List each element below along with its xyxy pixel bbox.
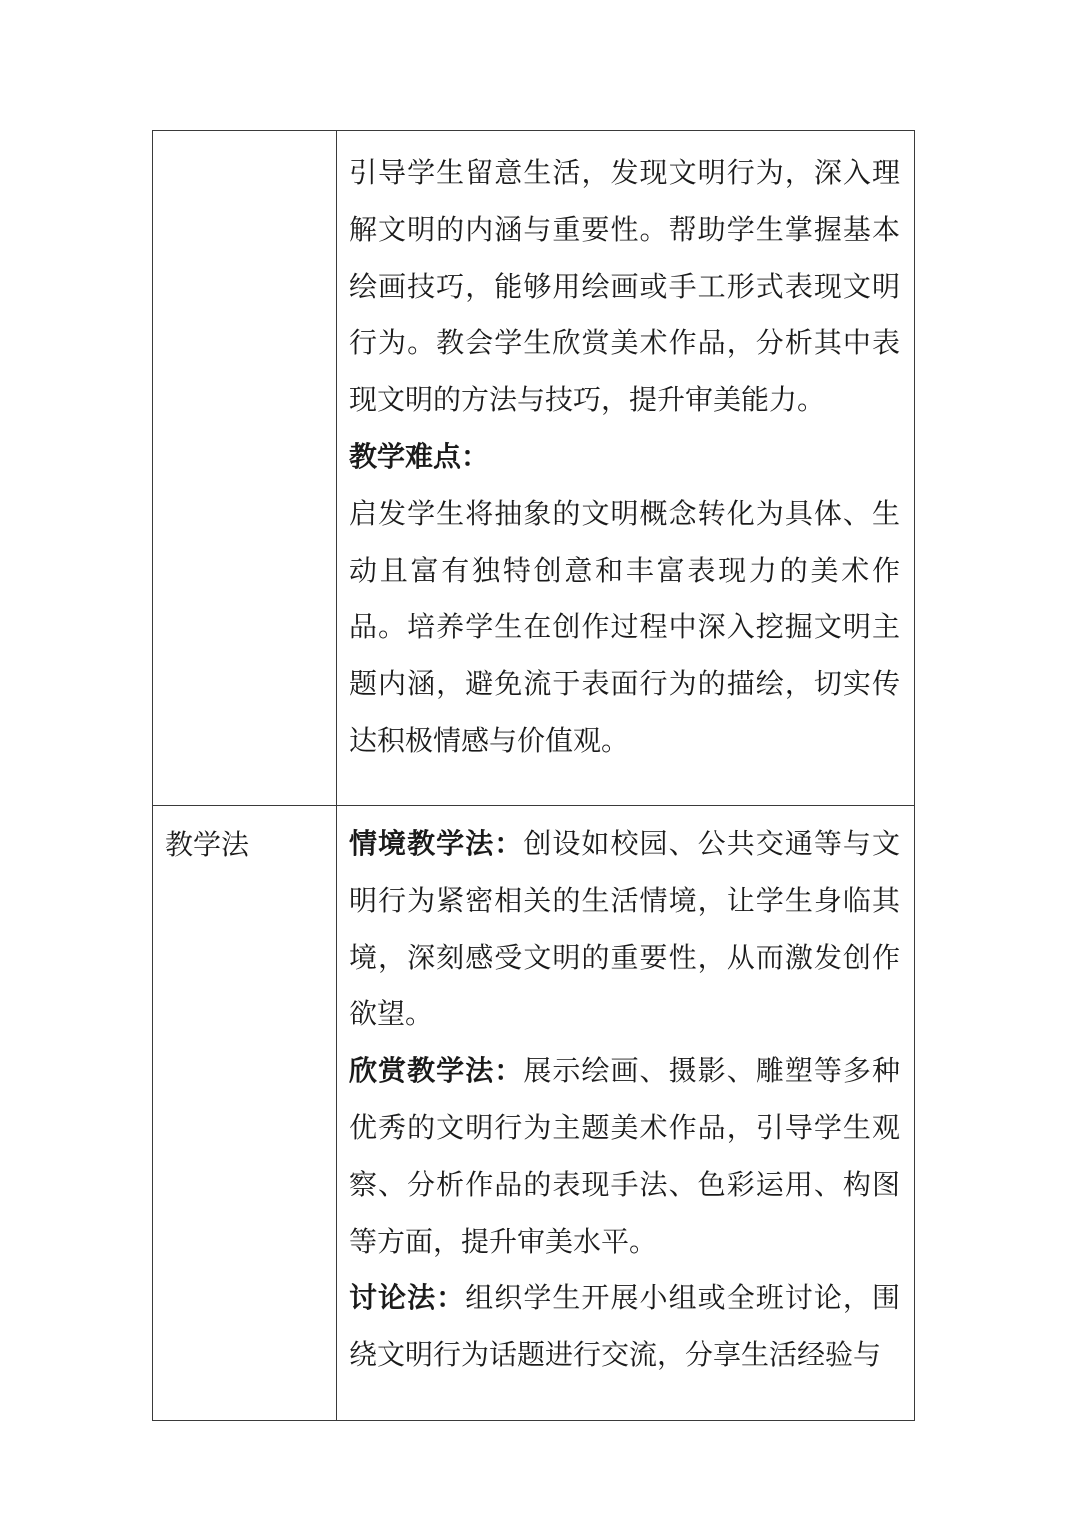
paragraph-text: 展示绘画、摄影、雕塑等多种优秀的文明行为主题美术作品，引导学生观察、分析作品的表现手法、色彩运用、构图等方面，提升审美水平。 — [349, 1054, 900, 1258]
row-label-teaching-methods: 教学法 — [153, 806, 337, 1421]
section-heading-difficulty: 教学难点： — [349, 439, 490, 473]
paragraph-text: 组织学生开展小组或全班讨论，围绕文明行为话题进行交流，分享生活经验与 — [349, 1281, 900, 1372]
paragraph-text: 引导学生留意生活，发现文明行为，深入理解文明的内涵与重要性。帮助学生掌握基本绘画技巧，能够用绘画或手工形式表现文明行为。教会学生欣赏美术作品，分析其中表现文明的方法与技巧，提升审美能力。 — [349, 156, 900, 417]
row-content-cell — [337, 131, 915, 806]
method-heading-appreciation: 欣赏教学法： — [349, 1054, 524, 1088]
paragraph — [349, 1270, 900, 1384]
paragraph — [349, 145, 900, 429]
paragraph — [349, 1043, 900, 1270]
paragraph-text: 启发学生将抽象的文明概念转化为具体、生动且富有独特创意和丰富表现力的美术作品。培养学生在创作过程中深入挖掘文明主题内涵，避免流于表面行为的描绘，切实传达积极情感与价值观。 — [349, 496, 900, 757]
paragraph — [349, 486, 900, 770]
table-row — [153, 131, 915, 806]
method-heading-discussion: 讨论法： — [349, 1281, 466, 1315]
table-row — [153, 806, 915, 1421]
paragraph-text: 创设如校园、公共交通等与文明行为紧密相关的生活情境，让学生身临其境，深刻感受文明的重要性，从而激发创作欲望。 — [349, 827, 900, 1031]
paragraph — [349, 429, 900, 486]
lesson-plan-table — [152, 130, 915, 1421]
paragraph — [349, 816, 900, 1043]
method-heading-situational: 情境教学法： — [349, 827, 524, 860]
row-content-cell — [337, 806, 915, 1421]
row-label-cell — [153, 131, 337, 806]
